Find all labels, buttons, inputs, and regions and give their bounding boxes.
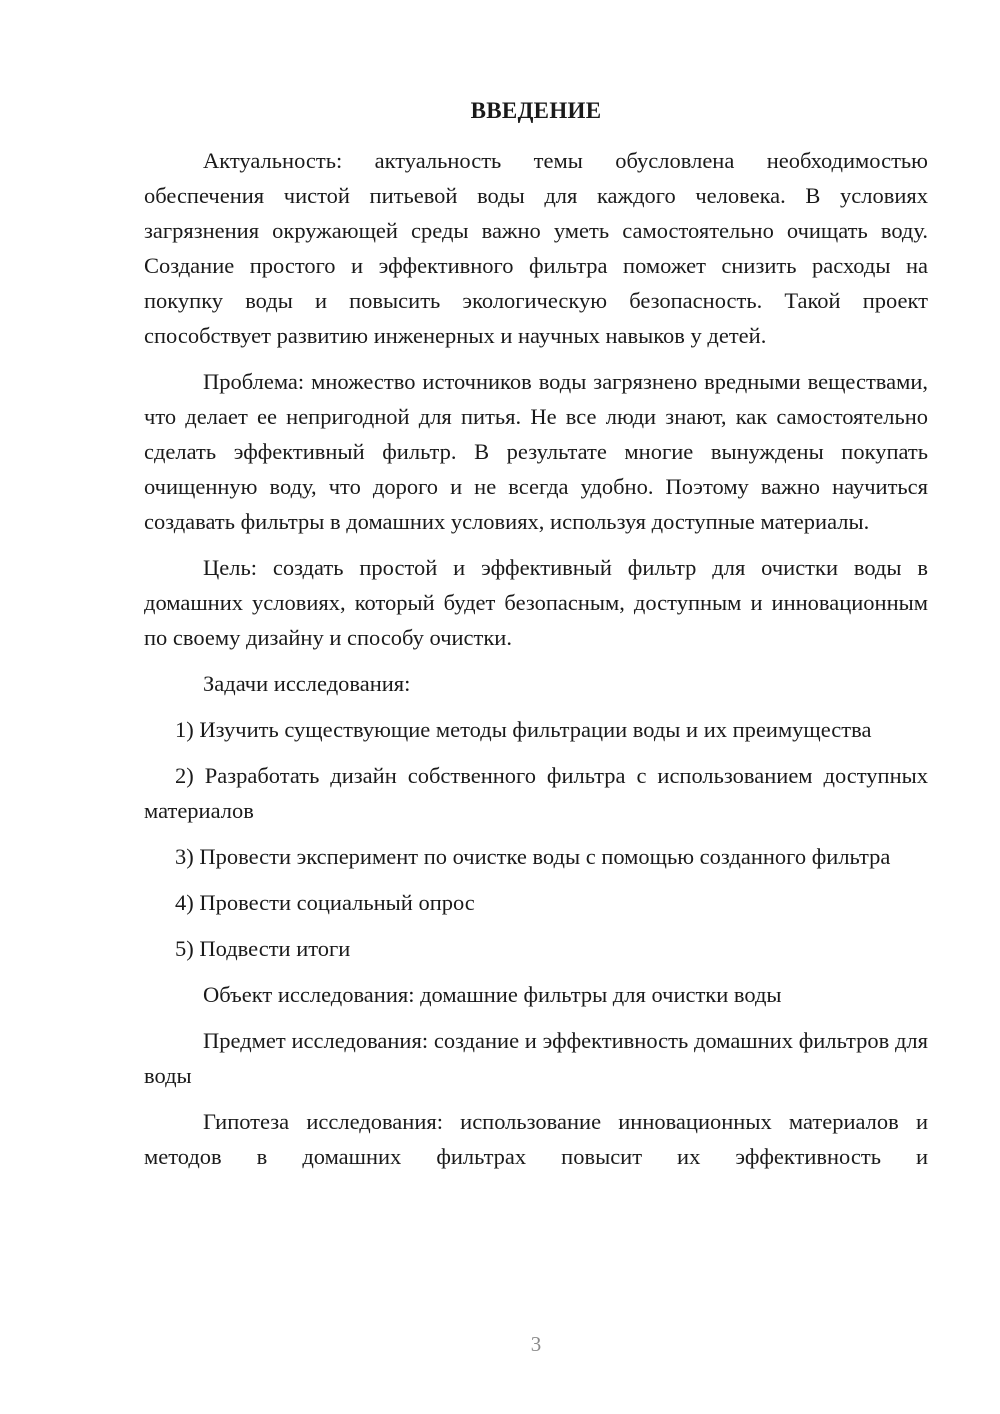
page-number: 3 <box>530 1332 542 1356</box>
task-item: 2) Разработать дизайн собственного фильтра с использованием доступных материалов <box>144 763 928 823</box>
problem-paragraph: Проблема: множество источников воды загрязнено вредными веществами, что делает ее непригодной для питья. Не все люди знают, как самостоятельно сделать эффективный фильтр. В результате многие вынуждены покупать очищенную воду, что дорого и не всегда удобно. Поэтому важно научиться создавать фильтры в домашних условиях, используя доступные материалы. <box>144 369 928 534</box>
object-paragraph: Объект исследования: домашние фильтры для очистки воды <box>203 982 782 1007</box>
tasks-heading: Задачи исследования: <box>203 671 411 696</box>
hypothesis-paragraph: Гипотеза исследования: использование инновационных материалов и методов в домашних фильтрах повысит их эффективность и <box>144 1109 928 1169</box>
relevance-paragraph: Актуальность: актуальность темы обусловлена необходимостью обеспечения чистой питьевой воды для каждого человека. В условиях загрязнения окружающей среды важно уметь самостоятельно очищать воду. Создание простого и эффективного фильтра поможет снизить расходы на покупку воды и повысить экологическую безопасность. Такой проект способствует развитию инженерных и научных навыков у детей. <box>144 148 928 348</box>
section-title: ВВЕДЕНИЕ <box>470 98 602 123</box>
task-item: 1) Изучить существующие методы фильтрации воды и их преимущества <box>175 717 872 742</box>
document-body <box>144 143 928 1185</box>
goal-paragraph: Цель: создать простой и эффективный фильтр для очистки воды в домашних условиях, который будет безопасным, доступным и инновационным по своему дизайну и способу очистки. <box>144 555 928 650</box>
task-item: 3) Провести эксперимент по очистке воды с помощью созданного фильтра <box>175 844 891 869</box>
task-item: 4) Провести социальный опрос <box>175 890 475 915</box>
task-item: 5) Подвести итоги <box>175 936 351 961</box>
subject-paragraph: Предмет исследования: создание и эффективность домашних фильтров для воды <box>144 1028 928 1088</box>
